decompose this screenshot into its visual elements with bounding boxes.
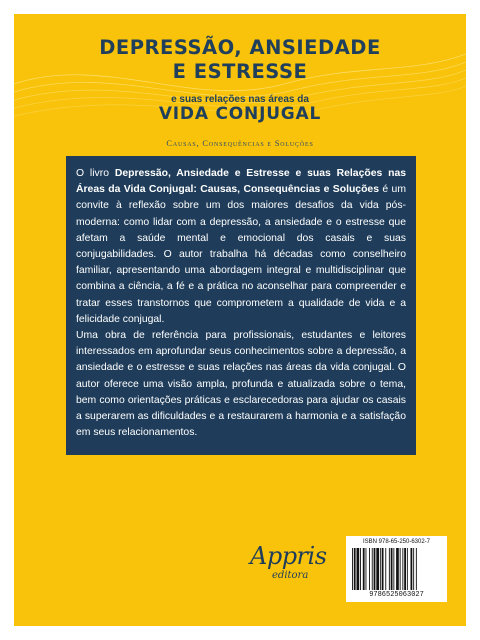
barcode-bar [380, 548, 381, 590]
barcode-bar [352, 548, 353, 590]
barcode-bar [416, 548, 417, 590]
barcode-bars [352, 548, 441, 590]
synopsis-book-title: Depressão, Ansiedade e Estresse e suas Relações nas Áreas da Vida Conjugal: Causas, Consequências e Soluções [76, 168, 406, 196]
publisher-sub: editora [272, 570, 309, 581]
subtitle-big: VIDA CONJUGAL [158, 104, 322, 124]
synopsis-body: é um convite à reflexão sobre um dos maiores desafios da vida pós-moderna: como lidar com a depressão, a ansiedade e o estresse que afetam a saúde mental e emocional dos casais e suas conjugabilidades. O autor trabalha há décadas como conselheiro familiar, apresentando uma abordagem integral e multidisciplinar que combina a ciência, a fé e a prática no aconselhar para compreender e tratar esses transtornos que comprometem a qualidade de vida e a felicidade conjugal. [76, 184, 406, 325]
barcode-bar [391, 548, 393, 590]
synopsis-paragraph-1 [76, 166, 406, 328]
barcode-bar [357, 548, 360, 590]
barcode-bar [360, 548, 361, 590]
barcode-bar [366, 548, 367, 590]
barcode [346, 536, 447, 602]
title-line-2: E ESTRESSE [172, 60, 308, 83]
synopsis-panel [66, 156, 416, 455]
publisher-logo [250, 542, 330, 594]
barcode-bar [363, 548, 365, 590]
barcode-bar [402, 548, 403, 590]
barcode-bar [396, 548, 399, 590]
barcode-bar [411, 548, 413, 590]
isbn-label: ISBN 978-65-250-6302-7 [362, 539, 431, 545]
barcode-bar [389, 548, 390, 590]
synopsis-text [76, 166, 406, 441]
barcode-bar [400, 548, 401, 590]
barcode-digits: 9786525063027 [369, 591, 424, 599]
tagline: Causas, Consequências e Soluções [166, 138, 314, 148]
barcode-bar [413, 548, 414, 590]
synopsis-paragraph-2: Uma obra de referência para profissionais, estudantes e leitores interessados em aprofundar seus conhecimentos sobre a depressão, a ansiedade e o estresse e suas relações nas áreas da vida conjugal. O autor oferece uma visão ampla, profunda e atualizada sobre o tema, bem como orientações práticas e esclarecedoras para ajudar os casais a superarem as dificuldades e a restaurarem a harmonia e a satisfação em seus relacionamentos. [76, 330, 406, 439]
book-back-cover [14, 14, 466, 626]
barcode-bar [354, 548, 356, 590]
barcode-bar [404, 548, 406, 590]
barcode-bar [407, 548, 408, 590]
book-title [14, 36, 466, 84]
barcode-bar [374, 548, 376, 590]
barcode-bar [369, 548, 370, 590]
barcode-bar [372, 548, 373, 590]
barcode-bar [376, 548, 379, 590]
publisher-name: Appris [250, 542, 327, 570]
synopsis-intro: O livro [76, 168, 115, 179]
barcode-bar [382, 548, 384, 590]
barcode-bar [385, 548, 386, 590]
title-line-1: DEPRESSÃO, ANSIEDADE [99, 36, 381, 59]
barcode-bar [393, 548, 394, 590]
subtitle-small: e suas relações nas áreas da [171, 94, 309, 105]
